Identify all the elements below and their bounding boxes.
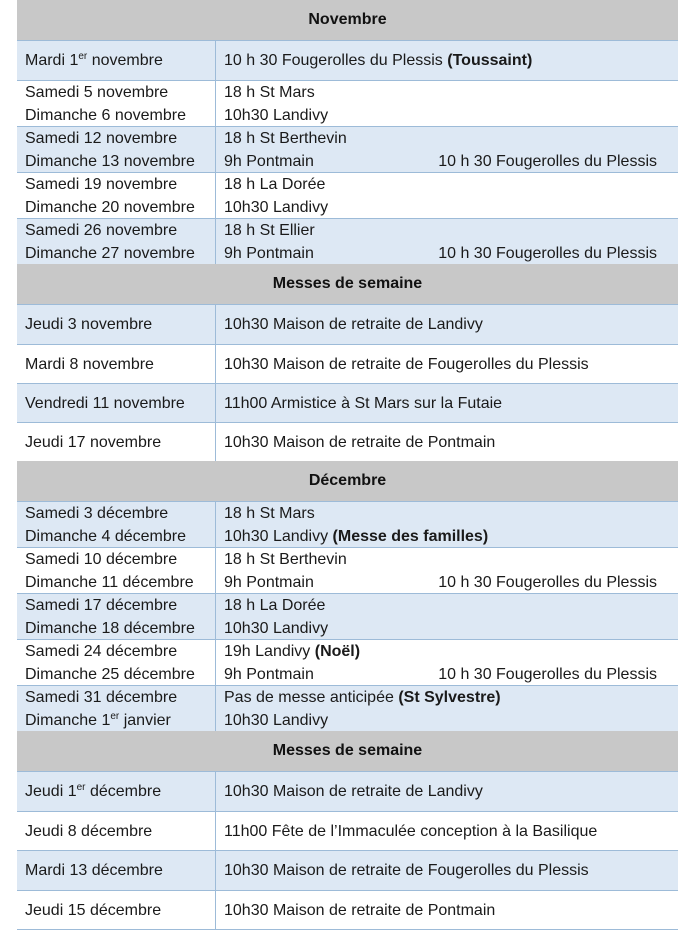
service-time-place: 10h30 Maison de retraite de Pontmain xyxy=(224,901,496,919)
service-text xyxy=(224,242,314,265)
service-text xyxy=(224,902,495,919)
schedule-row xyxy=(17,685,678,731)
service-time-place: Pas de messe anticipée xyxy=(224,688,399,706)
schedule-row xyxy=(17,850,678,890)
schedule-row xyxy=(17,422,678,461)
date-text: Jeudi 15 décembre xyxy=(25,901,162,919)
service-cell xyxy=(216,219,678,264)
service-cell xyxy=(216,772,678,811)
schedule-row xyxy=(17,811,678,850)
date-line xyxy=(25,571,215,594)
date-cell xyxy=(17,851,216,890)
service-time-place: 11h00 Fête de l’Immaculée conception à la Basilique xyxy=(224,822,598,840)
service-cell xyxy=(216,812,678,850)
date-line xyxy=(25,81,215,104)
date-text: Dimanche 27 novembre xyxy=(25,244,195,262)
date-text: Samedi 5 novembre xyxy=(25,83,169,101)
service-line xyxy=(224,663,678,686)
service-time-place: 9h Pontmain xyxy=(224,665,314,683)
date-cell xyxy=(17,305,216,344)
schedule-row xyxy=(17,547,678,593)
mass-schedule-table xyxy=(17,0,678,930)
service-line xyxy=(224,353,678,376)
date-line xyxy=(25,859,215,882)
date-line xyxy=(25,431,215,454)
schedule-row xyxy=(17,172,678,218)
service-line xyxy=(224,196,678,219)
service-line xyxy=(224,392,678,415)
date-cell xyxy=(17,812,216,850)
service-note: (Toussaint) xyxy=(447,52,533,69)
date-text: Samedi 12 novembre xyxy=(25,129,178,147)
date-line xyxy=(25,617,215,640)
schedule-row xyxy=(17,218,678,264)
service-time-place: 10h30 Landivy xyxy=(224,198,329,216)
service-line xyxy=(224,173,678,196)
date-text-suffix: janvier xyxy=(119,711,171,729)
service-line xyxy=(224,686,678,709)
date-cell xyxy=(17,502,216,547)
service-text xyxy=(224,597,325,614)
service-line xyxy=(224,548,678,571)
date-line xyxy=(25,353,215,376)
schedule-row xyxy=(17,771,678,811)
service-cell xyxy=(216,594,678,639)
service-time-place: 10h30 Maison de retraite de Fougerolles du Plessis xyxy=(224,355,589,373)
date-line xyxy=(25,780,215,803)
service-time-place: 18 h St Ellier xyxy=(224,221,315,239)
date-text: Dimanche 25 décembre xyxy=(25,665,195,683)
service-text xyxy=(224,823,597,840)
date-line xyxy=(25,686,215,709)
date-line xyxy=(25,640,215,663)
date-cell xyxy=(17,219,216,264)
service-text xyxy=(224,712,328,729)
date-line xyxy=(25,899,215,922)
service-text xyxy=(224,150,314,173)
service-line xyxy=(224,780,678,803)
service-line xyxy=(224,709,678,732)
service-line xyxy=(224,150,678,173)
service-note: (St Sylvestre) xyxy=(398,688,501,706)
date-line xyxy=(25,709,215,732)
service-time-place: 10h30 Maison de retraite de Fougerolles du Plessis xyxy=(224,862,589,879)
service-line xyxy=(224,617,678,640)
date-cell xyxy=(17,173,216,218)
service-second-mass: 10 h 30 Fougerolles du Plessis xyxy=(438,244,657,262)
date-text: Jeudi 3 novembre xyxy=(25,316,153,333)
date-ordinal: er xyxy=(76,782,86,793)
service-time-place: 19h Landivy xyxy=(224,642,315,660)
date-text: Jeudi 8 décembre xyxy=(25,822,153,840)
service-cell xyxy=(216,891,678,929)
service-text xyxy=(224,84,315,101)
service-time-place: 18 h La Dorée xyxy=(224,175,326,193)
date-line xyxy=(25,820,215,843)
service-text xyxy=(224,434,495,451)
date-ordinal: er xyxy=(110,710,120,722)
date-text: Mardi 13 décembre xyxy=(25,862,163,879)
schedule-row xyxy=(17,383,678,422)
service-text xyxy=(224,643,360,660)
date-text-suffix: décembre xyxy=(85,783,162,800)
service-text xyxy=(224,663,314,686)
service-second-mass: 10 h 30 Fougerolles du Plessis xyxy=(438,152,657,170)
service-line xyxy=(224,127,678,150)
date-text-suffix: novembre xyxy=(87,52,163,69)
service-cell xyxy=(216,502,678,547)
service-time-place: 10h30 Maison de retraite de Pontmain xyxy=(224,433,496,451)
service-line xyxy=(224,594,678,617)
date-text: Samedi 31 décembre xyxy=(25,688,178,706)
date-line xyxy=(25,150,215,173)
service-text xyxy=(224,395,502,412)
date-line xyxy=(25,219,215,242)
date-cell xyxy=(17,594,216,639)
service-time-place: 10h30 Landivy xyxy=(224,527,333,545)
service-text xyxy=(224,222,315,239)
date-text: Dimanche 18 décembre xyxy=(25,619,195,637)
service-line xyxy=(224,431,678,454)
date-line xyxy=(25,49,215,72)
service-line xyxy=(224,104,678,127)
schedule-row xyxy=(17,304,678,344)
date-text: Samedi 3 décembre xyxy=(25,504,169,522)
date-line xyxy=(25,242,215,265)
service-text xyxy=(224,130,347,147)
date-line xyxy=(25,502,215,525)
service-second-mass: 10 h 30 Fougerolles du Plessis xyxy=(438,573,657,591)
date-cell xyxy=(17,81,216,126)
date-text: Samedi 26 novembre xyxy=(25,221,178,239)
date-line xyxy=(25,525,215,548)
service-text xyxy=(224,551,347,568)
service-time-place: 18 h St Berthevin xyxy=(224,129,347,147)
service-text xyxy=(224,620,328,637)
service-text xyxy=(224,176,325,193)
date-text: Dimanche 6 novembre xyxy=(25,106,186,124)
service-cell xyxy=(216,686,678,731)
date-text: Dimanche 4 décembre xyxy=(25,527,186,545)
date-text: Dimanche 13 novembre xyxy=(25,152,195,170)
service-text xyxy=(224,52,532,69)
section-header: Messes de semaine xyxy=(17,731,678,771)
service-text xyxy=(224,571,314,594)
date-ordinal: er xyxy=(78,51,88,62)
service-line xyxy=(224,859,678,882)
date-line xyxy=(25,196,215,219)
service-line xyxy=(224,525,678,548)
service-text xyxy=(224,528,488,545)
date-text: Mardi 1 xyxy=(25,52,79,69)
section-header: Décembre xyxy=(17,461,678,501)
date-cell xyxy=(17,423,216,461)
service-time-place: 18 h La Dorée xyxy=(224,596,326,614)
service-line xyxy=(224,502,678,525)
service-note: (Noël) xyxy=(314,642,361,660)
service-time-place: 9h Pontmain xyxy=(224,244,314,262)
schedule-row xyxy=(17,890,678,930)
date-cell xyxy=(17,772,216,811)
service-text xyxy=(224,199,328,216)
date-text: Samedi 24 décembre xyxy=(25,642,178,660)
date-cell xyxy=(17,384,216,422)
service-line xyxy=(224,899,678,922)
date-line xyxy=(25,104,215,127)
date-cell xyxy=(17,891,216,929)
service-time-place: 10h30 Maison de retraite de Landivy xyxy=(224,783,483,800)
date-text: Dimanche 20 novembre xyxy=(25,198,195,216)
service-line xyxy=(224,81,678,104)
service-text xyxy=(224,862,589,879)
service-text xyxy=(224,356,589,373)
section-header: Messes de semaine xyxy=(17,264,678,304)
service-cell xyxy=(216,81,678,126)
service-cell xyxy=(216,345,678,383)
date-cell xyxy=(17,640,216,685)
service-time-place: 9h Pontmain xyxy=(224,152,314,170)
date-cell xyxy=(17,686,216,731)
schedule-row xyxy=(17,593,678,639)
service-cell xyxy=(216,423,678,461)
date-text: Samedi 17 décembre xyxy=(25,596,178,614)
service-cell xyxy=(216,640,678,685)
service-text xyxy=(224,783,483,800)
service-time-place: 10 h 30 Fougerolles du Plessis xyxy=(224,52,448,69)
service-note: (Messe des familles) xyxy=(332,527,489,545)
service-cell xyxy=(216,305,678,344)
service-cell xyxy=(216,384,678,422)
date-line xyxy=(25,663,215,686)
date-cell xyxy=(17,127,216,172)
date-line xyxy=(25,313,215,336)
service-line xyxy=(224,313,678,336)
service-time-place: 10h30 Landivy xyxy=(224,711,329,729)
service-time-place: 11h00 Armistice à St Mars sur la Futaie xyxy=(224,394,503,412)
service-line xyxy=(224,640,678,663)
schedule-row xyxy=(17,80,678,126)
service-time-place: 18 h St Mars xyxy=(224,504,315,522)
service-time-place: 9h Pontmain xyxy=(224,573,314,591)
service-text xyxy=(224,316,483,333)
service-text xyxy=(224,505,315,522)
schedule-row xyxy=(17,501,678,547)
service-time-place: 18 h St Berthevin xyxy=(224,550,347,568)
service-time-place: 10h30 Landivy xyxy=(224,106,329,124)
service-line xyxy=(224,571,678,594)
date-cell xyxy=(17,345,216,383)
service-second-mass: 10 h 30 Fougerolles du Plessis xyxy=(438,665,657,683)
date-text: Jeudi 1 xyxy=(25,783,77,800)
service-text xyxy=(224,689,501,706)
service-cell xyxy=(216,41,678,80)
section-header: Novembre xyxy=(17,0,678,40)
schedule-row xyxy=(17,126,678,172)
service-time-place: 18 h St Mars xyxy=(224,83,315,101)
date-text: Samedi 10 décembre xyxy=(25,550,178,568)
date-text: Jeudi 17 novembre xyxy=(25,433,162,451)
schedule-row xyxy=(17,40,678,80)
date-text: Dimanche 11 décembre xyxy=(25,573,194,591)
schedule-row xyxy=(17,639,678,685)
date-text: Vendredi 11 novembre xyxy=(25,394,185,412)
date-line xyxy=(25,127,215,150)
service-line xyxy=(224,219,678,242)
date-cell xyxy=(17,548,216,593)
service-cell xyxy=(216,127,678,172)
schedule-row xyxy=(17,344,678,383)
service-time-place: 10h30 Landivy xyxy=(224,619,329,637)
service-cell xyxy=(216,548,678,593)
service-text xyxy=(224,107,328,124)
service-cell xyxy=(216,173,678,218)
service-line xyxy=(224,242,678,265)
date-line xyxy=(25,392,215,415)
service-line xyxy=(224,820,678,843)
service-cell xyxy=(216,851,678,890)
service-time-place: 10h30 Maison de retraite de Landivy xyxy=(224,316,483,333)
date-text: Dimanche 1 xyxy=(25,711,111,729)
date-line xyxy=(25,173,215,196)
date-line xyxy=(25,594,215,617)
service-line xyxy=(224,49,678,72)
date-cell xyxy=(17,41,216,80)
date-text: Samedi 19 novembre xyxy=(25,175,178,193)
date-line xyxy=(25,548,215,571)
date-text: Mardi 8 novembre xyxy=(25,355,154,373)
